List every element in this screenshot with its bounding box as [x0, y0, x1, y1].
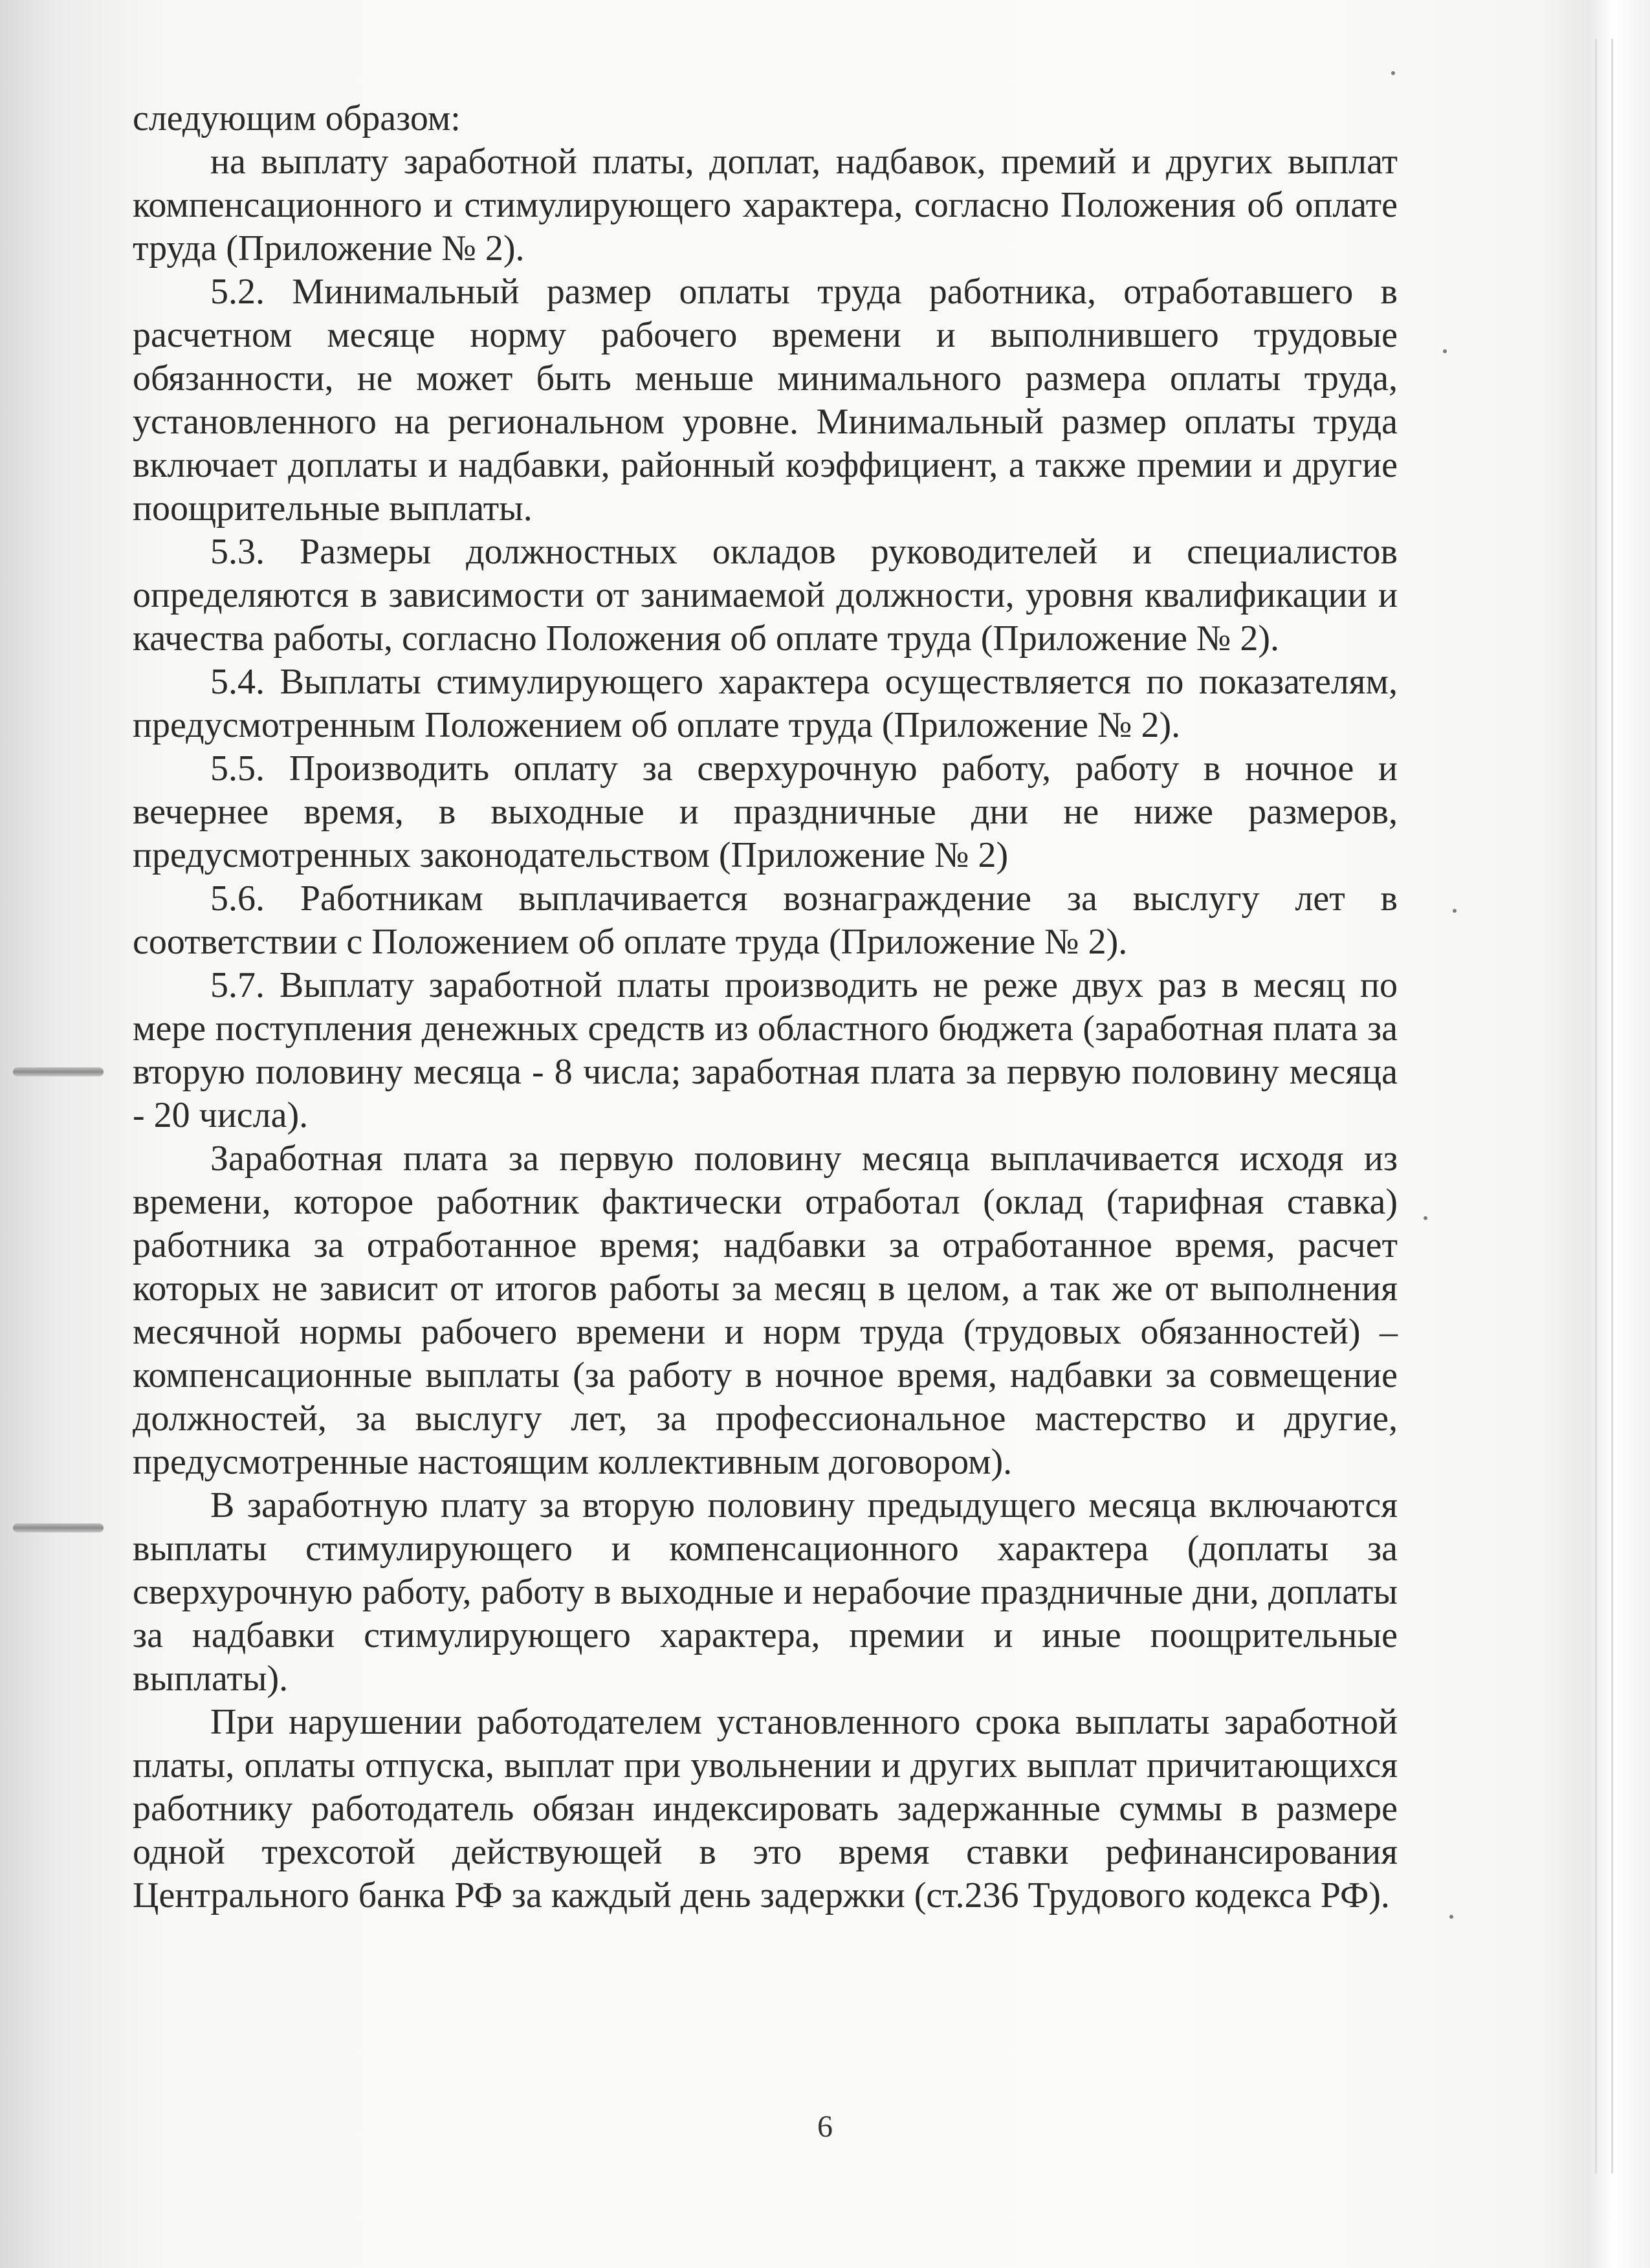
paragraph: При нарушении работодателем установленного срока выплаты заработной платы, оплаты отпуска, выплат при увольнении и других выплат причитающихся работнику работодатель обязан индексировать задержанные суммы в размере одной трехсотой действующей в это время ставки рефинансирования Центрального банка РФ за каждый день задержки (ст.236 Трудового кодекса РФ). — [133, 1702, 1398, 1915]
binding-staple — [13, 1067, 104, 1076]
paragraph: 5.5. Производить оплату за сверхурочную работу, работу в ночное и вечернее время, в выходные и праздничные дни не ниже размеров, предусмотренных законодательством (Приложение № 2) — [133, 748, 1398, 875]
scan-speck — [1449, 1915, 1453, 1919]
paragraph: следующим образом: — [133, 98, 461, 138]
paragraph: 5.3. Размеры должностных окладов руководителей и специалистов определяются в зависимости от занимаемой должности, уровня квалификации и качества работы, согласно Положения об оплате труда (Приложение № 2). — [133, 532, 1398, 659]
scan-speck — [1443, 349, 1447, 353]
page-edge-line — [1611, 39, 1613, 2174]
paragraph: Заработная плата за первую половину месяца выплачивается исходя из времени, которое работник фактически отработал (оклад (тарифная ставка) работника за отработанное время; надбавки за отработанное время, расчет которых не зависит от итогов работы за месяц в целом, а так же от выполнения месячной нормы рабочего времени и норм труда (трудовых обязанностей) – компенсационные выплаты (за работу в ночное время, надбавки за совмещение должностей, за выслугу лет, за профессиональное мастерство и другие, предусмотренные настоящим коллективным договором). — [133, 1139, 1398, 1482]
page-edge-line — [1595, 39, 1597, 2174]
document-body — [133, 97, 1398, 1917]
paragraph: 5.6. Работникам выплачивается вознаграждение за выслугу лет в соответствии с Положением об оплате труда (Приложение № 2). — [133, 878, 1398, 962]
scan-speck — [1453, 909, 1457, 913]
paragraph: на выплату заработной платы, доплат, надбавок, премий и других выплат компенсационного и стимулирующего характера, согласно Положения об оплате труда (Приложение № 2). — [133, 142, 1398, 268]
scan-speck — [1391, 71, 1395, 75]
paragraph: В заработную плату за вторую половину предыдущего месяца включаются выплаты стимулирующего и компенсационного характера (доплаты за сверхурочную работу, работу в выходные и нерабочие праздничные дни, доплаты за надбавки стимулирующего характера, премии и иные поощрительные выплаты). — [133, 1485, 1398, 1699]
paragraph: 5.2. Минимальный размер оплаты труда работника, отработавшего в расчетном месяце норму рабочего времени и выполнившего трудовые обязанности, не может быть меньше минимального размера оплаты труда, установленного на региональном уровне. Минимальный размер оплаты труда включает доплаты и надбавки, районный коэффициент, а также премии и другие поощрительные выплаты. — [133, 272, 1398, 529]
paragraph: 5.4. Выплаты стимулирующего характера осуществляется по показателям, предусмотренным Положением об оплате труда (Приложение № 2). — [133, 662, 1398, 745]
page-number: 6 — [817, 2110, 833, 2144]
page-edge-strip — [1589, 0, 1650, 2268]
scan-speck — [1424, 1216, 1427, 1220]
binding-staple — [13, 1523, 104, 1532]
paragraph: 5.7. Выплату заработной платы производить не реже двух раз в месяц по мере поступления денежных средств из областного бюджета (заработная плата за вторую половину месяца - 8 числа; заработная плата за первую половину месяца - 20 числа). — [133, 965, 1398, 1135]
